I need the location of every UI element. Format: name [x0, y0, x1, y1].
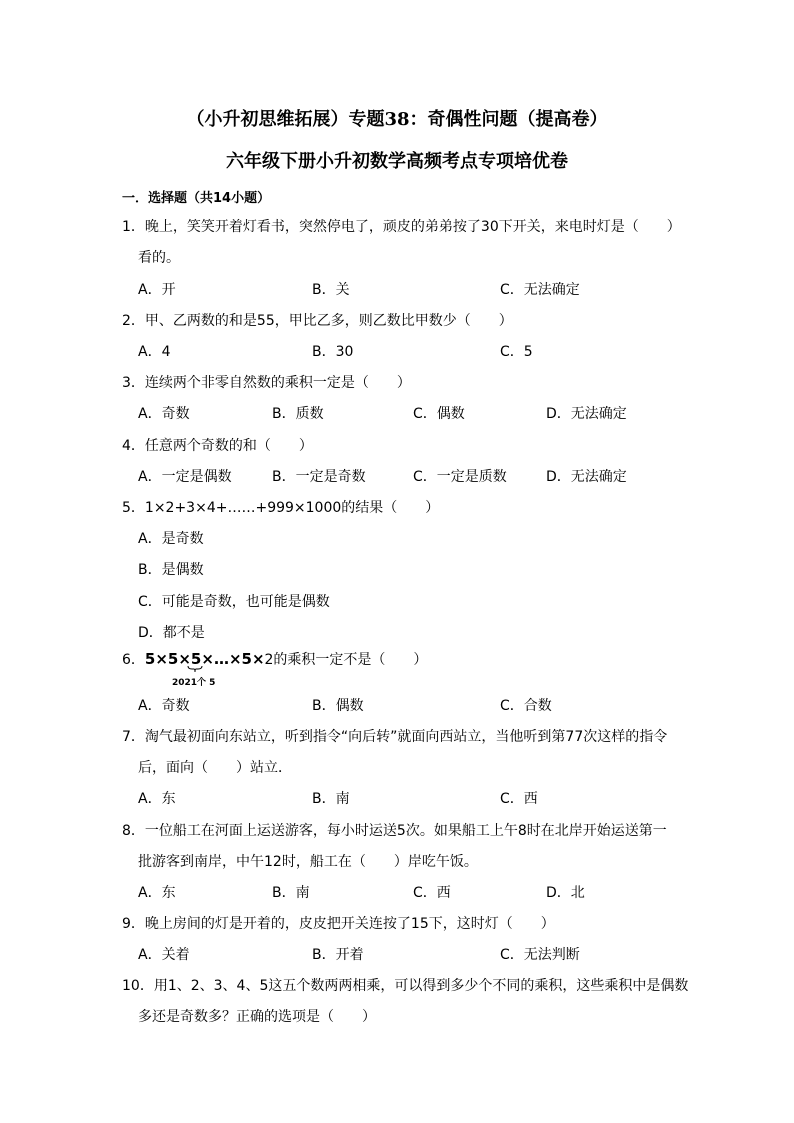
- question-9-option-a: A．关着: [138, 947, 190, 963]
- question-1-option-b: B．关: [312, 282, 350, 298]
- question-9-text: 9．晚上房间的灯是开着的，皮皮把开关连按了15下，这时灯（ ）: [122, 916, 555, 932]
- question-10-text-cont: 多还是奇数多？正确的选项是（ ）: [138, 1009, 376, 1025]
- question-5-option-d: D．都不是: [138, 625, 205, 641]
- question-3-text: 3．连续两个非零自然数的乘积一定是（ ）: [122, 375, 411, 391]
- question-8-text-cont: 批游客到南岸，中午12时，船工在（ ）岸吃午饭。: [138, 854, 478, 870]
- question-8-option-c: C．西: [413, 885, 451, 901]
- question-5-option-b: B．是偶数: [138, 562, 204, 578]
- question-6-option-a: A．奇数: [138, 698, 190, 714]
- question-4-option-b: B．一定是奇数: [272, 469, 366, 485]
- section-heading: 一．选择题（共14小题）: [122, 191, 271, 206]
- question-7-option-c: C．西: [500, 791, 538, 807]
- question-1-option-a: A．开: [138, 282, 176, 298]
- question-4-option-d: D．无法确定: [546, 469, 627, 485]
- question-6-option-c: C．合数: [500, 698, 552, 714]
- question-8-option-d: D．北: [546, 885, 585, 901]
- question-6-brace-note: 2021个 5: [172, 678, 216, 688]
- question-3-option-c: C．偶数: [413, 406, 465, 422]
- question-7-text: 7．淘气最初面向东站立，听到指令“向后转”就面向西站立，当他听到第77次这样的指令: [122, 729, 668, 745]
- question-9-option-b: B．开着: [312, 947, 364, 963]
- question-7-option-a: A．东: [138, 791, 176, 807]
- question-2-option-b: B．30: [312, 344, 354, 360]
- question-2-option-a: A．4: [138, 344, 171, 360]
- question-3-option-d: D．无法确定: [546, 406, 627, 422]
- question-8-option-a: A．东: [138, 885, 176, 901]
- question-6-expression: 5×5×5×…×5×: [144, 650, 265, 668]
- underbrace-icon: [187, 665, 203, 673]
- question-5-option-c: C．可能是奇数，也可能是偶数: [138, 594, 330, 610]
- page-title: （小升初思维拓展）专题38：奇偶性问题（提高卷）: [186, 109, 608, 130]
- question-6-option-b: B．偶数: [312, 698, 364, 714]
- question-6-number: 6．: [122, 652, 145, 668]
- question-3-option-a: A．奇数: [138, 406, 190, 422]
- question-2-option-c: C．5: [500, 344, 533, 360]
- question-7-text-cont: 后，面向（ ）站立．: [138, 760, 292, 776]
- question-3-option-b: B．质数: [272, 406, 324, 422]
- question-6-text: [122, 650, 427, 669]
- question-7-option-b: B．南: [312, 791, 350, 807]
- page-subtitle: 六年级下册小升初数学高频考点专项培优卷: [226, 151, 568, 172]
- question-10-text: 10．用1、2、3、4、5这五个数两两相乘，可以得到多少个不同的乘积，这些乘积中是偶数: [122, 978, 689, 994]
- question-1-text-cont: 看的。: [138, 250, 180, 266]
- question-4-text: 4．任意两个奇数的和（ ）: [122, 438, 313, 454]
- question-2-text: 2．甲、乙两数的和是55，甲比乙多，则乙数比甲数少（ ）: [122, 313, 513, 329]
- question-1-text: 1．晚上，笑笑开着灯看书，突然停电了，顽皮的弟弟按了30下开关，来电时灯是（ ）: [122, 219, 681, 235]
- question-1-option-c: C．无法确定: [500, 282, 580, 298]
- question-4-option-c: C．一定是质数: [413, 469, 507, 485]
- question-5-text: 5．1×2+3×4+……+999×1000的结果（ ）: [122, 500, 440, 516]
- question-9-option-c: C．无法判断: [500, 947, 580, 963]
- question-5-option-a: A．是奇数: [138, 531, 204, 547]
- question-8-option-b: B．南: [272, 885, 310, 901]
- question-6-suffix: 2的乘积一定不是（ ）: [264, 652, 428, 668]
- question-4-option-a: A．一定是偶数: [138, 469, 232, 485]
- question-8-text: 8．一位船工在河面上运送游客，每小时运送5次。如果船工上午8时在北岸开始运送第一: [122, 823, 667, 839]
